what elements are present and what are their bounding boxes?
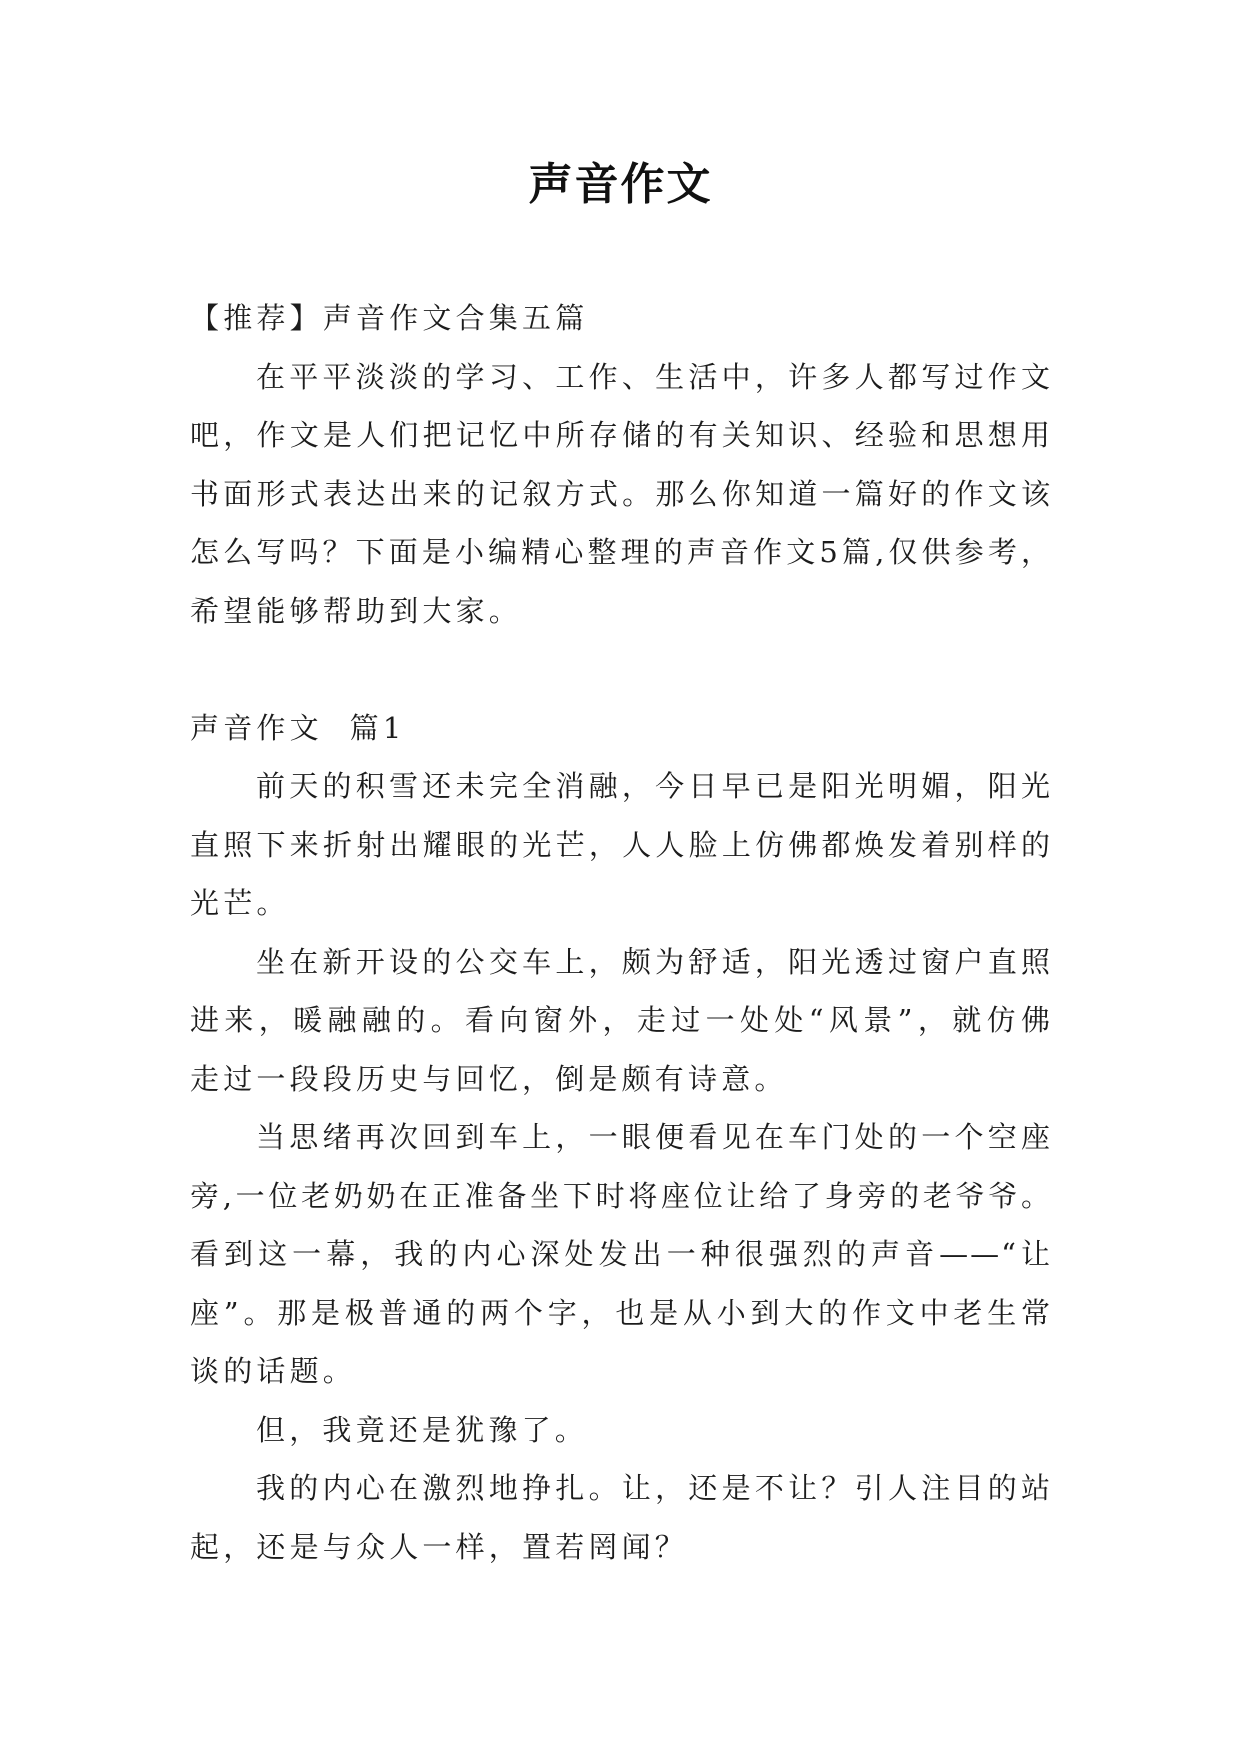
document-title: 声音作文 xyxy=(528,159,713,210)
paragraph-line: 起，还是与众人一样，置若罔闻？ xyxy=(190,1529,689,1564)
essay-paragraph xyxy=(190,1459,1052,1576)
paragraph-line: 座”。那是极普通的两个字，也是从小到大的作文中老生常 xyxy=(190,1295,1052,1330)
paragraph-line: 谈的话题。 xyxy=(190,1354,357,1388)
paragraph-line: 看到这一幕，我的内心深处发出一种很强烈的声音——“让 xyxy=(190,1237,1052,1271)
paragraph-line: 旁,一位老奶奶在正准备坐下时将座位让给了身旁的老爷爷。 xyxy=(190,1178,1052,1213)
paragraph-line: 进来，暖融融的。看向窗外，走过一处处“风景”，就仿佛 xyxy=(190,1003,1052,1037)
paragraph-line: 坐在新开设的公交车上，颇为舒适，阳光透过窗户直照 xyxy=(256,944,1052,979)
intro-paragraph xyxy=(190,348,1052,641)
paragraph-line: 走过一段段历史与回忆，倒是颇有诗意。 xyxy=(190,1061,788,1096)
paragraph-line: 希望能够帮助到大家。 xyxy=(190,593,523,628)
paragraph-line: 直照下来折射出耀眼的光芒，人人脸上仿佛都焕发着别样的 xyxy=(190,827,1052,862)
paragraph-line: 在平平淡淡的学习、工作、生活中，许多人都写过作文 xyxy=(256,359,1052,394)
paragraph-line: 但，我竟还是犹豫了。 xyxy=(256,1412,589,1447)
paragraph-line: 前天的积雪还未完全消融，今日早已是阳光明媚，阳光 xyxy=(256,769,1052,803)
paragraph-line: 当思绪再次回到车上，一眼便看见在车门处的一个空座 xyxy=(256,1120,1052,1154)
document-subtitle: 【推荐】声音作文合集五篇 xyxy=(190,301,589,335)
essay-paragraph xyxy=(190,757,1052,933)
paragraph-line: 光芒。 xyxy=(190,886,290,920)
paragraph-line: 我的内心在激烈地挣扎。让，还是不让？引人注目的站 xyxy=(256,1471,1052,1505)
document-body xyxy=(190,289,1052,1576)
paragraph-line: 书面形式表达出来的记叙方式。那么你知道一篇好的作文该 xyxy=(190,476,1052,511)
section-heading: 声音作文 篇1 xyxy=(190,710,406,745)
essay-paragraph xyxy=(190,1401,1052,1460)
paragraph-line: 怎么写吗？下面是小编精心整理的声音作文5篇,仅供参考， xyxy=(190,535,1052,569)
essay-paragraph xyxy=(190,1108,1052,1401)
essay-paragraph xyxy=(190,933,1052,1109)
blank-line xyxy=(190,640,1052,699)
paragraph-line: 吧，作文是人们把记忆中所存储的有关知识、经验和思想用 xyxy=(190,418,1052,452)
